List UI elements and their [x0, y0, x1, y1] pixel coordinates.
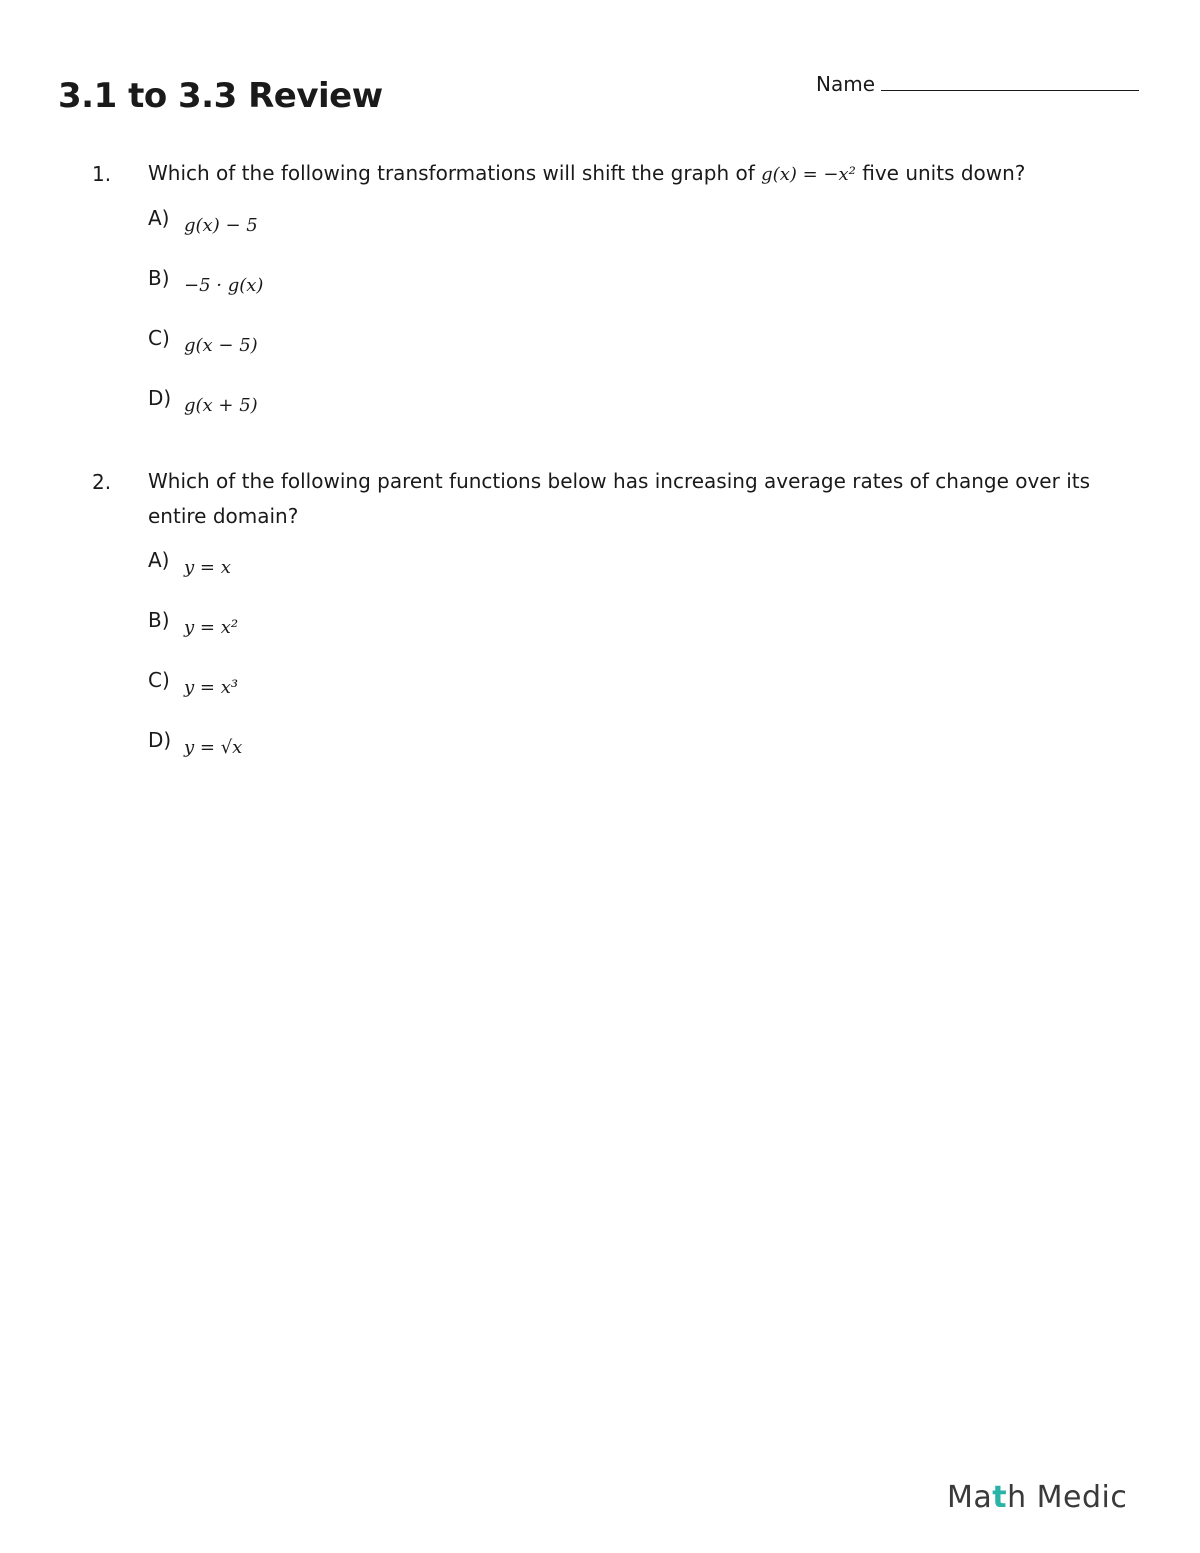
choice-expression: −5 · g(x) — [184, 275, 264, 296]
choice-letter: B) — [148, 266, 170, 290]
choice-expression: y = x — [184, 557, 231, 578]
page-title: 3.1 to 3.3 Review — [58, 76, 383, 116]
choice-letter: C) — [148, 326, 170, 350]
question-expression: g(x) = −x² — [761, 164, 856, 185]
choice-letter: B) — [148, 608, 170, 632]
choice-expression: y = √x — [184, 737, 243, 758]
question-number: 2. — [92, 470, 112, 494]
choice-letter: C) — [148, 668, 170, 692]
choice-expression: y = x³ — [184, 677, 239, 698]
question-text: Which of the following parent functions below has increasing average rates of change over its entire domain? — [148, 469, 1091, 528]
choice-letter: A) — [148, 206, 170, 230]
question-text-before: Which of the following transformations will shift the graph of — [148, 161, 755, 185]
question-text — [148, 156, 1148, 192]
q1-choice-a[interactable] — [148, 206, 258, 236]
name-blank-line — [881, 72, 1139, 91]
choice-letter: D) — [148, 386, 172, 410]
q1-choice-c[interactable] — [148, 326, 258, 356]
logo-text: Math Medic — [947, 1480, 1128, 1515]
name-field — [816, 72, 1139, 96]
choice-letter: A) — [148, 548, 170, 572]
q1-choice-d[interactable] — [148, 386, 258, 416]
choice-expression: g(x + 5) — [184, 395, 258, 416]
question-number: 1. — [92, 162, 112, 186]
logo-accent-letter: t — [992, 1480, 1008, 1515]
question-text-after: five units down? — [862, 161, 1026, 185]
choice-letter: D) — [148, 728, 172, 752]
choice-expression: g(x − 5) — [184, 335, 258, 356]
q2-choice-d[interactable] — [148, 728, 243, 758]
q2-choice-a[interactable] — [148, 548, 231, 578]
choice-expression: g(x) − 5 — [184, 215, 258, 236]
q2-choice-c[interactable] — [148, 668, 239, 698]
q2-choice-b[interactable] — [148, 608, 239, 638]
q1-choice-b[interactable] — [148, 266, 264, 296]
math-medic-logo — [947, 1480, 1127, 1515]
name-label: Name — [816, 72, 876, 96]
choice-expression: y = x² — [184, 617, 239, 638]
